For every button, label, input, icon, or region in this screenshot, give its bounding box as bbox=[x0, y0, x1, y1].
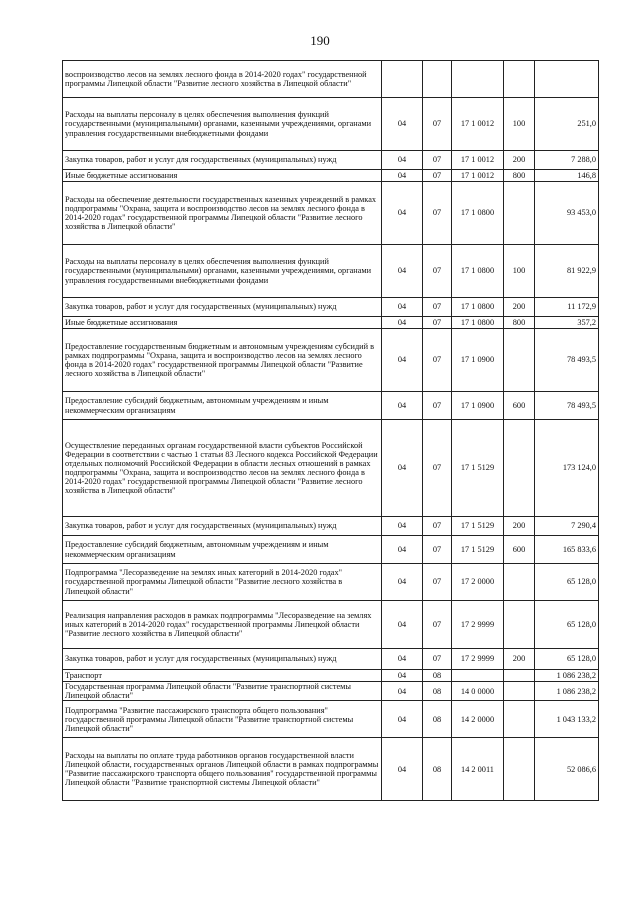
row-subsection-cell: 07 bbox=[423, 649, 452, 670]
row-name-cell: Государственная программа Липецкой области "Развитие транспортной системы Липецкой области" bbox=[63, 682, 382, 701]
row-name-cell: Транспорт bbox=[63, 670, 382, 682]
row-target-article-cell: 14 0 0000 bbox=[452, 682, 504, 701]
row-name-cell: Подпрограмма "Развитие пассажирского транспорта общего пользования" государственной программы Липецкой области "Развитие транспортной системы Липецкой области" bbox=[63, 701, 382, 738]
row-expense-type-cell bbox=[504, 329, 535, 392]
row-name-cell: Предоставление субсидий бюджетным, автономным учреждениям и иным некоммерческим организациям bbox=[63, 536, 382, 564]
row-name-cell: Расходы на обеспечение деятельности государственных казенных учреждений в рамках подпрограммы "Охрана, защита и воспроизводство лесов на землях лесного фонда в 2014-2020 годах" государственной программы Липецкой области "Развитие лесного хозяйства в Липецкой области" bbox=[63, 182, 382, 245]
row-expense-type-cell: 600 bbox=[504, 536, 535, 564]
row-amount-cell: 1 043 133,2 bbox=[535, 701, 599, 738]
row-section-cell: 04 bbox=[382, 170, 423, 182]
row-target-article-cell: 17 1 5129 bbox=[452, 536, 504, 564]
row-amount-cell: 7 288,0 bbox=[535, 151, 599, 170]
row-name-cell: Закупка товаров, работ и услуг для государственных (муниципальных) нужд bbox=[63, 517, 382, 536]
row-name-cell: Предоставление субсидий бюджетным, автономным учреждениям и иным некоммерческим организациям bbox=[63, 392, 382, 420]
row-target-article-cell: 17 1 5129 bbox=[452, 420, 504, 517]
row-amount-cell: 93 453,0 bbox=[535, 182, 599, 245]
row-target-article-cell bbox=[452, 670, 504, 682]
table-row bbox=[63, 245, 599, 298]
table-row bbox=[63, 701, 599, 738]
row-amount-cell: 1 086 238,2 bbox=[535, 682, 599, 701]
row-subsection-cell: 07 bbox=[423, 182, 452, 245]
table-row bbox=[63, 670, 599, 682]
row-target-article-cell: 17 1 0900 bbox=[452, 392, 504, 420]
row-subsection-cell: 08 bbox=[423, 701, 452, 738]
table-row bbox=[63, 601, 599, 649]
row-target-article-cell: 17 1 5129 bbox=[452, 517, 504, 536]
row-expense-type-cell bbox=[504, 564, 535, 601]
row-target-article-cell: 17 1 0800 bbox=[452, 245, 504, 298]
budget-table bbox=[62, 60, 599, 801]
row-amount-cell: 1 086 238,2 bbox=[535, 670, 599, 682]
row-target-article-cell: 17 1 0012 bbox=[452, 170, 504, 182]
row-subsection-cell: 07 bbox=[423, 151, 452, 170]
row-expense-type-cell bbox=[504, 601, 535, 649]
row-subsection-cell: 07 bbox=[423, 98, 452, 151]
row-section-cell: 04 bbox=[382, 517, 423, 536]
table-row bbox=[63, 420, 599, 517]
row-expense-type-cell bbox=[504, 701, 535, 738]
table-row bbox=[63, 564, 599, 601]
row-subsection-cell: 07 bbox=[423, 170, 452, 182]
row-amount-cell: 65 128,0 bbox=[535, 601, 599, 649]
row-section-cell: 04 bbox=[382, 182, 423, 245]
row-expense-type-cell: 200 bbox=[504, 517, 535, 536]
row-subsection-cell: 07 bbox=[423, 564, 452, 601]
row-target-article-cell: 17 2 9999 bbox=[452, 649, 504, 670]
row-section-cell: 04 bbox=[382, 329, 423, 392]
row-subsection-cell: 07 bbox=[423, 392, 452, 420]
row-expense-type-cell: 800 bbox=[504, 170, 535, 182]
row-target-article-cell: 17 1 0012 bbox=[452, 98, 504, 151]
row-amount-cell bbox=[535, 61, 599, 98]
row-target-article-cell: 17 1 0800 bbox=[452, 298, 504, 317]
row-target-article-cell: 17 2 0000 bbox=[452, 564, 504, 601]
row-target-article-cell: 17 1 0900 bbox=[452, 329, 504, 392]
row-name-cell: Закупка товаров, работ и услуг для государственных (муниципальных) нужд bbox=[63, 649, 382, 670]
row-target-article-cell: 17 1 0012 bbox=[452, 151, 504, 170]
row-subsection-cell: 07 bbox=[423, 536, 452, 564]
row-amount-cell: 165 833,6 bbox=[535, 536, 599, 564]
row-expense-type-cell: 200 bbox=[504, 649, 535, 670]
row-amount-cell: 173 124,0 bbox=[535, 420, 599, 517]
row-subsection-cell: 08 bbox=[423, 682, 452, 701]
table-row bbox=[63, 682, 599, 701]
row-expense-type-cell bbox=[504, 670, 535, 682]
row-subsection-cell: 08 bbox=[423, 670, 452, 682]
row-amount-cell: 65 128,0 bbox=[535, 649, 599, 670]
row-amount-cell: 251,0 bbox=[535, 98, 599, 151]
table-row bbox=[63, 329, 599, 392]
row-amount-cell: 81 922,9 bbox=[535, 245, 599, 298]
row-target-article-cell: 14 2 0011 bbox=[452, 738, 504, 801]
row-section-cell: 04 bbox=[382, 601, 423, 649]
row-subsection-cell: 07 bbox=[423, 317, 452, 329]
table-row bbox=[63, 392, 599, 420]
table-row bbox=[63, 170, 599, 182]
row-expense-type-cell bbox=[504, 420, 535, 517]
row-target-article-cell: 17 1 0800 bbox=[452, 182, 504, 245]
row-amount-cell: 65 128,0 bbox=[535, 564, 599, 601]
row-subsection-cell: 07 bbox=[423, 420, 452, 517]
row-section-cell: 04 bbox=[382, 245, 423, 298]
row-subsection-cell: 07 bbox=[423, 329, 452, 392]
row-amount-cell: 146,8 bbox=[535, 170, 599, 182]
row-name-cell: Предоставление государственным бюджетным и автономным учреждениям субсидий в рамках подпрограммы "Охрана, защита и воспроизводство лесов на землях лесного фонда в 2014-2020 годах" государственной программы Липецкой области "Развитие лесного хозяйства в Липецкой области" bbox=[63, 329, 382, 392]
page-number: 190 bbox=[310, 33, 330, 48]
row-name-cell: Расходы на выплаты персоналу в целях обеспечения выполнения функций государственными (муниципальными) органами, казенными учреждениями, органами управления государственными внебюджетными фондами bbox=[63, 98, 382, 151]
row-expense-type-cell: 100 bbox=[504, 98, 535, 151]
row-name-cell: Реализация направления расходов в рамках подпрограммы "Лесоразведение на землях иных категорий в 2014-2020 годах" государственной программы Липецкой области "Развитие лесного хозяйства в Липецкой области" bbox=[63, 601, 382, 649]
table-row bbox=[63, 317, 599, 329]
row-amount-cell: 52 086,6 bbox=[535, 738, 599, 801]
row-target-article-cell: 17 2 9999 bbox=[452, 601, 504, 649]
row-name-cell: Иные бюджетные ассигнования bbox=[63, 317, 382, 329]
row-section-cell: 04 bbox=[382, 536, 423, 564]
row-section-cell: 04 bbox=[382, 649, 423, 670]
row-subsection-cell bbox=[423, 61, 452, 98]
row-amount-cell: 78 493,5 bbox=[535, 329, 599, 392]
row-name-cell: Закупка товаров, работ и услуг для государственных (муниципальных) нужд bbox=[63, 298, 382, 317]
row-amount-cell: 7 290,4 bbox=[535, 517, 599, 536]
row-subsection-cell: 07 bbox=[423, 517, 452, 536]
table-row bbox=[63, 517, 599, 536]
table-row bbox=[63, 61, 599, 98]
row-expense-type-cell: 600 bbox=[504, 392, 535, 420]
row-section-cell: 04 bbox=[382, 392, 423, 420]
row-expense-type-cell: 800 bbox=[504, 317, 535, 329]
row-subsection-cell: 07 bbox=[423, 245, 452, 298]
row-section-cell: 04 bbox=[382, 682, 423, 701]
row-amount-cell: 357,2 bbox=[535, 317, 599, 329]
row-section-cell: 04 bbox=[382, 564, 423, 601]
row-expense-type-cell bbox=[504, 182, 535, 245]
row-amount-cell: 11 172,9 bbox=[535, 298, 599, 317]
row-section-cell: 04 bbox=[382, 420, 423, 517]
table-row bbox=[63, 298, 599, 317]
row-name-cell: Закупка товаров, работ и услуг для государственных (муниципальных) нужд bbox=[63, 151, 382, 170]
row-subsection-cell: 08 bbox=[423, 738, 452, 801]
table-row bbox=[63, 649, 599, 670]
table-row bbox=[63, 182, 599, 245]
row-target-article-cell: 17 1 0800 bbox=[452, 317, 504, 329]
row-amount-cell: 78 493,5 bbox=[535, 392, 599, 420]
row-target-article-cell: 14 2 0000 bbox=[452, 701, 504, 738]
budget-table-body bbox=[63, 61, 599, 801]
row-section-cell: 04 bbox=[382, 151, 423, 170]
row-expense-type-cell bbox=[504, 738, 535, 801]
row-name-cell: Иные бюджетные ассигнования bbox=[63, 170, 382, 182]
row-name-cell: Подпрограмма "Лесоразведение на землях иных категорий в 2014-2020 годах" государственной программы Липецкой области "Развитие лесного хозяйства в Липецкой области" bbox=[63, 564, 382, 601]
row-subsection-cell: 07 bbox=[423, 298, 452, 317]
table-row bbox=[63, 98, 599, 151]
row-section-cell: 04 bbox=[382, 670, 423, 682]
row-name-cell: Осуществление переданных органам государственной власти субъектов Российской Федерации в соответствии с частью 1 статьи 83 Лесного кодекса Российской Федерации отдельных полномочий Российской Федерации в области лесных отношений в рамках подпрограммы "Охрана, защита и воспроизводство лесов на землях лесного фонда в 2014-2020 годах" государственной программы Липецкой области "Развитие лесного хозяйства в Липецкой области" bbox=[63, 420, 382, 517]
row-name-cell: воспроизводство лесов на землях лесного фонда в 2014-2020 годах" государственной программы Липецкой области "Развитие лесного хозяйства в Липецкой области" bbox=[63, 61, 382, 98]
row-name-cell: Расходы на выплаты по оплате труда работников органов государственной власти Липецкой области, государственных органов Липецкой области в рамках подпрограммы "Развитие пассажирского транспорта общего пользования" государственной программы Липецкой области "Развитие транспортной системы Липецкой области" bbox=[63, 738, 382, 801]
row-target-article-cell bbox=[452, 61, 504, 98]
row-section-cell: 04 bbox=[382, 298, 423, 317]
row-section-cell: 04 bbox=[382, 98, 423, 151]
row-section-cell: 04 bbox=[382, 738, 423, 801]
row-expense-type-cell: 200 bbox=[504, 151, 535, 170]
row-expense-type-cell: 100 bbox=[504, 245, 535, 298]
table-row bbox=[63, 536, 599, 564]
row-expense-type-cell: 200 bbox=[504, 298, 535, 317]
row-expense-type-cell bbox=[504, 682, 535, 701]
row-section-cell bbox=[382, 61, 423, 98]
row-expense-type-cell bbox=[504, 61, 535, 98]
row-subsection-cell: 07 bbox=[423, 601, 452, 649]
table-row bbox=[63, 151, 599, 170]
row-name-cell: Расходы на выплаты персоналу в целях обеспечения выполнения функций государственными (муниципальными) органами, казенными учреждениями, органами управления государственными внебюджетными фондами bbox=[63, 245, 382, 298]
row-section-cell: 04 bbox=[382, 701, 423, 738]
row-section-cell: 04 bbox=[382, 317, 423, 329]
table-row bbox=[63, 738, 599, 801]
